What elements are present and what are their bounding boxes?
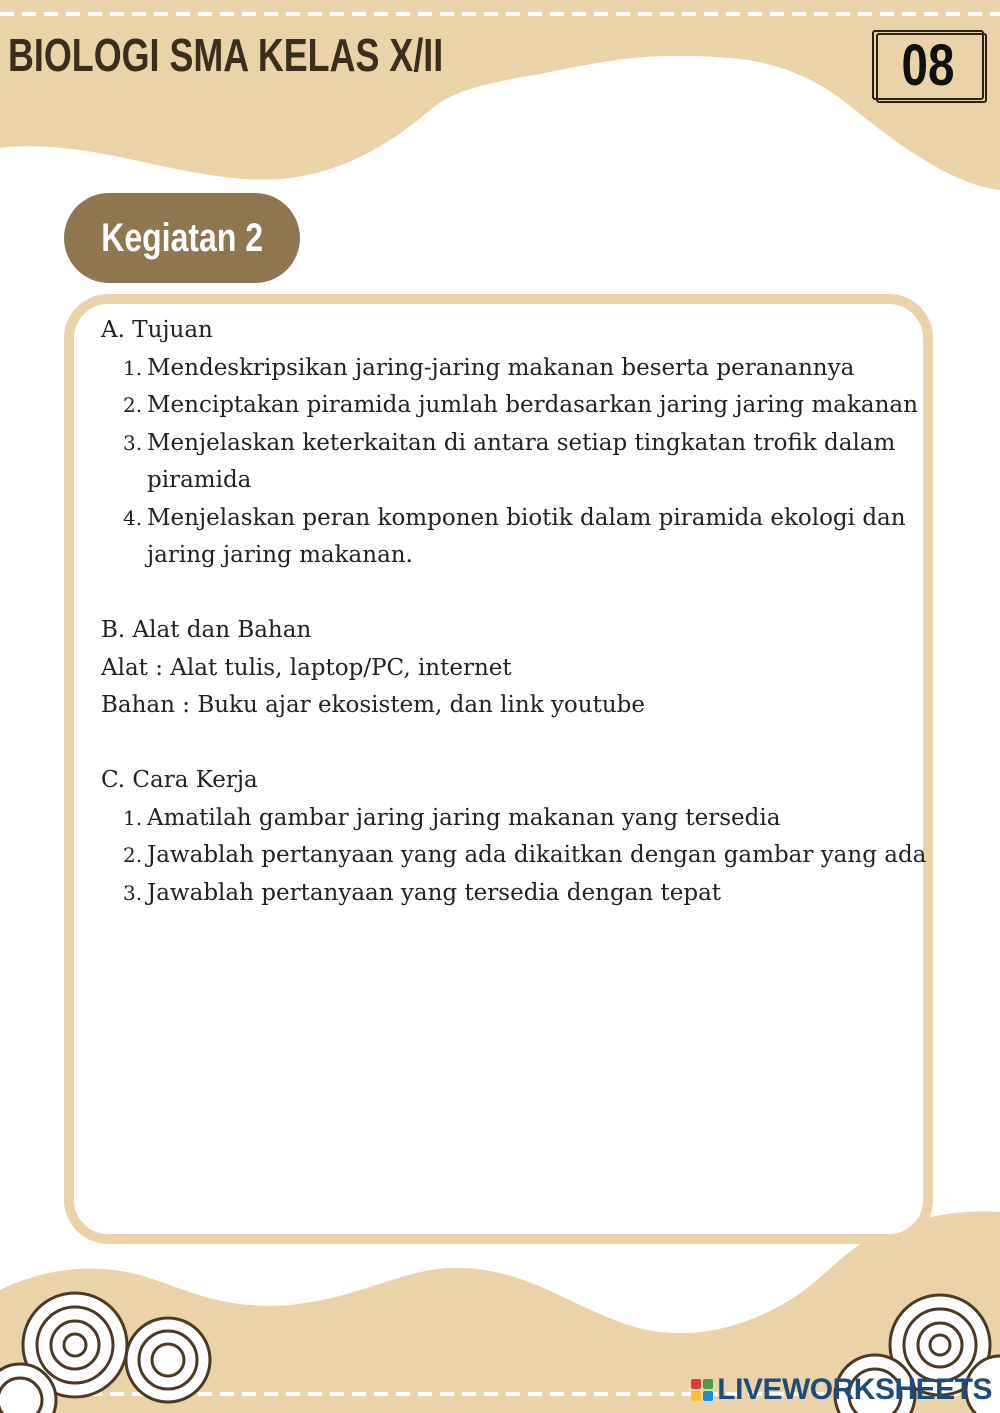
list-item-text: jaring jaring makanan. [147, 542, 413, 568]
bahan-line: Bahan : Buku ajar ekosistem, dan link youtube [101, 692, 645, 718]
list-item [101, 875, 901, 913]
list-item-number: 4. [123, 505, 143, 530]
list-item [101, 837, 927, 875]
list-item-continuation [101, 537, 901, 575]
content-text [101, 312, 927, 912]
list-item-continuation [101, 462, 901, 500]
list-item [101, 500, 906, 538]
list-item [101, 800, 901, 838]
section-a-list [101, 350, 918, 575]
liveworksheets-watermark[interactable] [691, 1373, 992, 1407]
watermark-text: LIVEWORKSHEETS [717, 1373, 992, 1406]
list-item-text: Menjelaskan keterkaitan di antara setiap tingkatan trofik dalam [147, 429, 896, 456]
list-item-text: Menjelaskan peran komponen biotik dalam piramida ekologi dan [147, 504, 906, 531]
section-b-heading: B. Alat dan Bahan [101, 617, 312, 643]
list-item-text: Mendeskripsikan jaring-jaring makanan beserta peranannya [147, 354, 855, 381]
list-item-number: 2. [123, 393, 143, 417]
list-item-number: 3. [123, 880, 143, 905]
section-pill [64, 193, 300, 283]
page-number: 08 [901, 33, 955, 98]
list-item-text: Menciptakan piramida jumlah berdasarkan jaring jaring makanan [147, 392, 918, 418]
list-item-number: 3. [123, 430, 143, 455]
list-item-text: Amatilah gambar jaring jaring makanan yang tersedia [147, 804, 781, 831]
page-number-box [872, 30, 984, 100]
spacer [101, 725, 901, 763]
list-item-text: Jawablah pertanyaan yang ada dikaitkan dengan gambar yang ada [147, 842, 927, 868]
liveworksheets-logo-icon [691, 1379, 713, 1401]
list-item-text: piramida [147, 467, 252, 493]
list-item [101, 387, 918, 425]
list-item-text: Jawablah pertanyaan yang tersedia dengan tepat [147, 879, 722, 906]
list-item-number: 1. [123, 355, 143, 380]
list-item [101, 350, 901, 388]
section-c-heading: C. Cara Kerja [101, 767, 258, 793]
section-c-list [101, 800, 927, 913]
list-item [101, 425, 901, 463]
alat-line: Alat : Alat tulis, laptop/PC, internet [101, 654, 512, 681]
section-a-heading: A. Tujuan [101, 317, 213, 343]
list-item-number: 2. [123, 843, 143, 867]
spacer [101, 575, 901, 613]
list-item-number: 1. [123, 805, 143, 830]
section-pill-label: Kegiatan 2 [101, 215, 263, 260]
header-title: BIOLOGI SMA KELAS X/II [8, 29, 444, 81]
